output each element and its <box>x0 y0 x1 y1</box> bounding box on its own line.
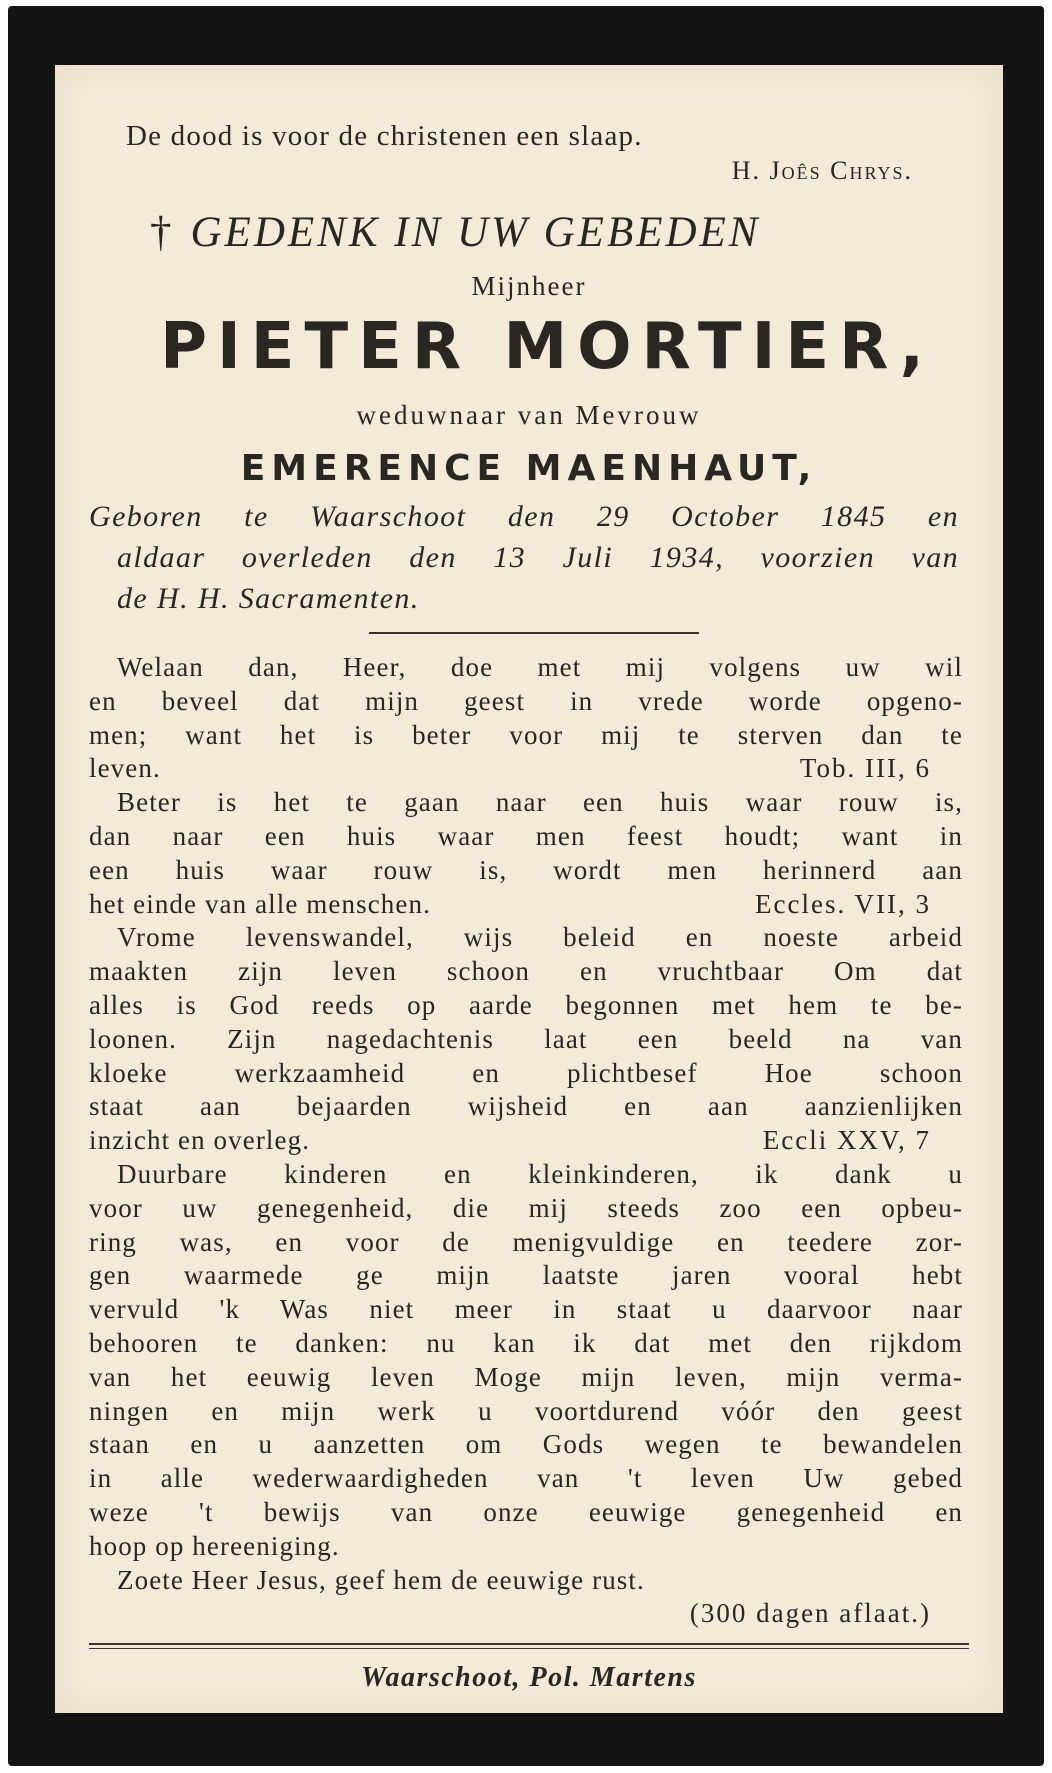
text-line: staan en u aanzetten om Gods wegen te bewandelen <box>89 1429 963 1460</box>
sacraments-line: de H. H. Sacramenten. <box>117 582 420 615</box>
memorial-card <box>55 65 1003 1713</box>
text-line-start: leven. <box>89 753 161 784</box>
salutation: Mijnheer <box>471 271 587 301</box>
indulgence-note: (300 dagen aflaat.) <box>689 1598 931 1629</box>
prayer-text <box>89 651 963 1631</box>
divider-long <box>89 1643 969 1645</box>
remember-heading <box>150 208 760 257</box>
deceased-name: PIETER MORTIER, <box>160 310 934 384</box>
text-line <box>89 888 963 922</box>
text-line: Duurbare kinderen en kleinkinderen, ik dank u <box>117 1158 963 1189</box>
scripture-reference: Eccles. VII, 3 <box>755 888 931 919</box>
text-line: Beter is het te gaan naar een huis waar rouw is, <box>117 787 963 818</box>
divider-long-thin <box>89 1648 969 1649</box>
divider-short <box>369 632 699 634</box>
text-line: kloeke werkzaamheid en plichtbesef Hoe schoon <box>89 1057 963 1088</box>
cross-icon: † <box>150 209 175 256</box>
text-line: staat aan bejaarden wijsheid en aan aanzienlijken <box>89 1091 963 1122</box>
text-line: Vrome levenswandel, wijs beleid en noeste arbeid <box>117 922 963 953</box>
text-line: loonen. Zijn nagedachtenis laat een beeld na van <box>89 1023 963 1054</box>
text-line: alles is God reeds op aarde begonnen met hem te be- <box>89 989 963 1020</box>
remember-text: GEDENK IN UW GEBEDEN <box>190 209 761 256</box>
motto-source: H. Joês Chrys. <box>731 156 913 185</box>
text-line: en beveel dat mijn geest in vrede worde opgeno- <box>89 685 963 716</box>
text-line: ningen en mijn werk u voortdurend vóór den geest <box>89 1395 963 1426</box>
text-line: gen waarmede ge mijn laatste jaren vooral hebt <box>89 1260 963 1291</box>
text-line <box>89 752 963 786</box>
text-line: behooren te danken: nu kan ik dat met den rijkdom <box>89 1327 963 1358</box>
birth-death-text <box>89 496 959 619</box>
printer-imprint: Waarschoot, Pol. Martens <box>361 1662 697 1693</box>
death-line: aldaar overleden den 13 Juli 1934, voorzien van <box>117 541 959 574</box>
scripture-reference: Tob. III, 6 <box>799 753 931 784</box>
text-line: men; want het is beter voor mij te sterven dan te <box>89 719 963 750</box>
text-line: Zoete Heer Jesus, geef hem de eeuwige rust. <box>117 1564 645 1595</box>
text-line: dan naar een huis waar men feest houdt; want in <box>89 820 963 851</box>
text-line: voor uw genegenheid, die mij steeds zoo een opbeu- <box>89 1192 963 1223</box>
text-line: hoop op hereeniging. <box>89 1530 340 1561</box>
text-line: weze 't bewijs van onze eeuwige genegenheid en <box>89 1496 963 1527</box>
text-line: ring was, en voor de menigvuldige en teedere zor- <box>89 1226 963 1257</box>
text-line: vervuld 'k Was niet meer in staat u daarvoor naar <box>89 1294 963 1325</box>
text-line: maakten zijn leven schoon en vruchtbaar Om dat <box>89 956 963 987</box>
mourning-card-border <box>8 6 1044 1766</box>
text-line <box>89 1124 963 1158</box>
birth-line: Geboren te Waarschoot den 29 October 1845 en <box>89 500 959 533</box>
text-line <box>89 1597 963 1631</box>
motto-text: De dood is voor de christenen een slaap. <box>126 120 643 152</box>
text-line-start: het einde van alle menschen. <box>89 888 431 919</box>
text-line: Welaan dan, Heer, doe met mij volgens uw wil <box>117 652 963 682</box>
spouse-name: EMERENCE MAENHAUT, <box>240 448 818 489</box>
widower-of: weduwnaar van Mevrouw <box>356 400 702 430</box>
text-line: van het eeuwig leven Moge mijn leven, mijn verma- <box>89 1361 963 1392</box>
text-line-start: inzicht en overleg. <box>89 1125 311 1156</box>
scripture-reference: Eccli XXV, 7 <box>762 1125 931 1156</box>
text-line: een huis waar rouw is, wordt men herinnerd aan <box>89 854 963 885</box>
text-line: in alle wederwaardigheden van 't leven Uw gebed <box>89 1463 963 1494</box>
